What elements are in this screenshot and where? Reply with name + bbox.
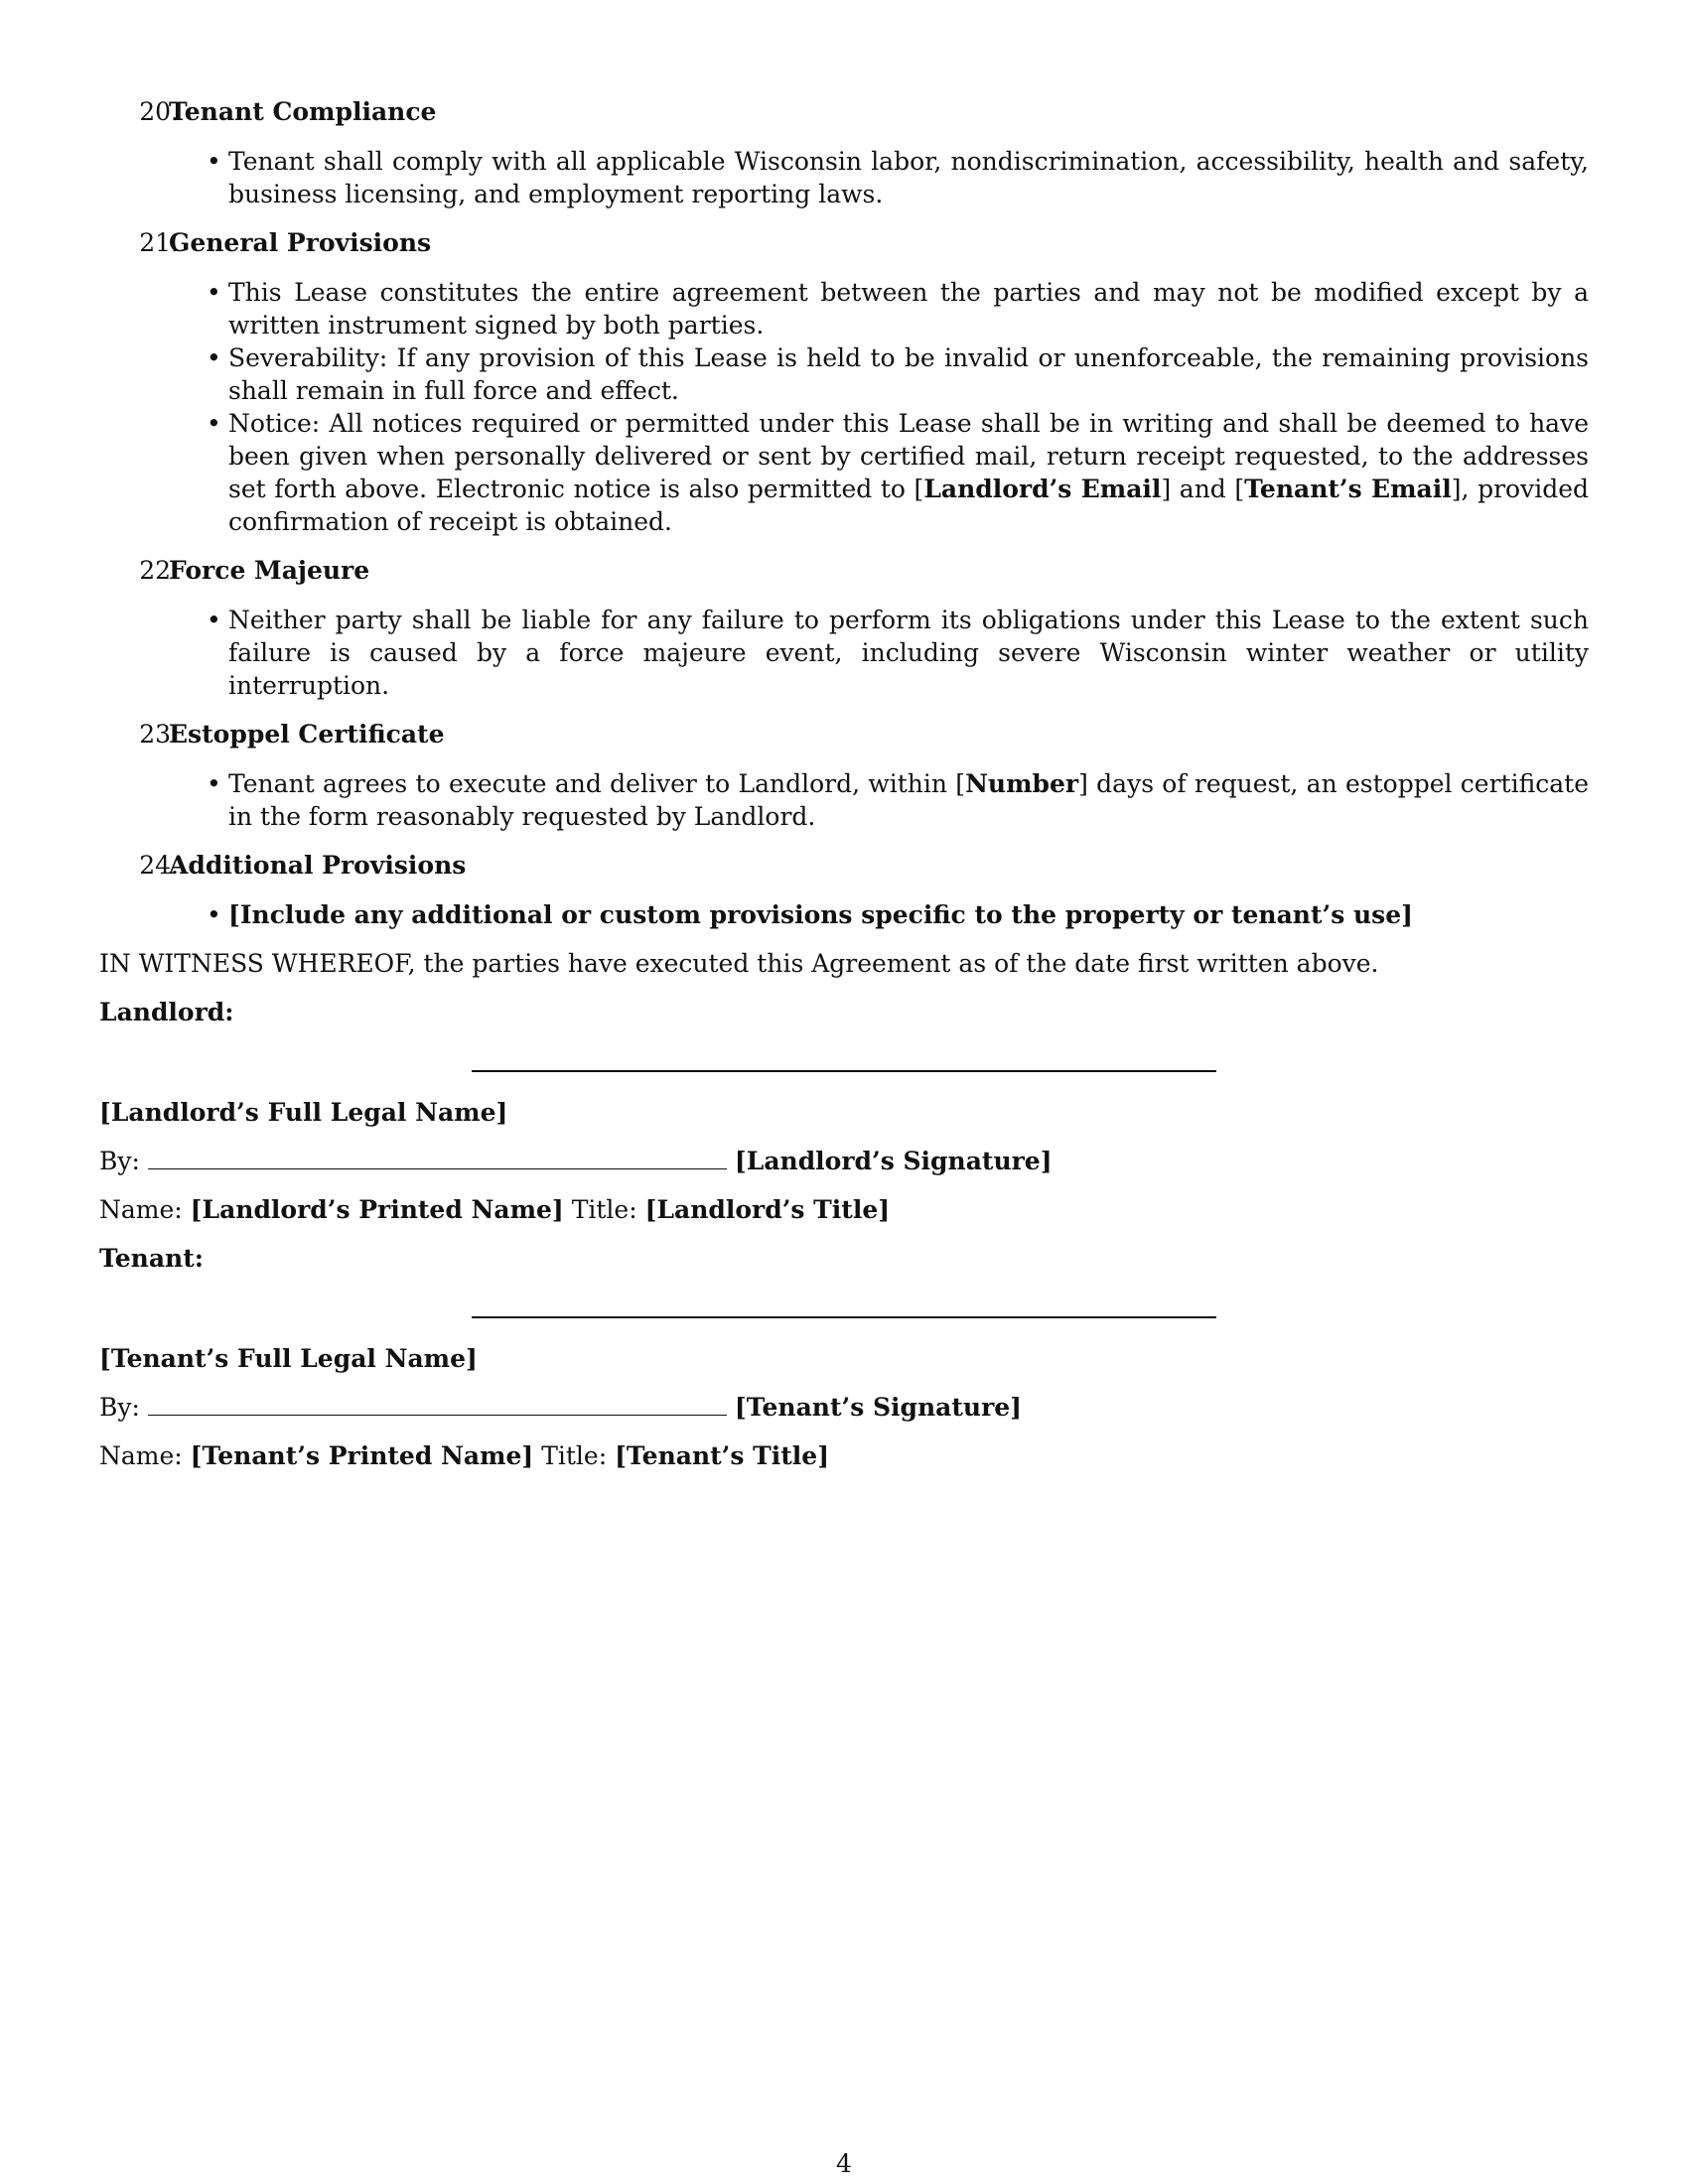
- page-content: [99, 95, 1589, 1472]
- tenant-signature-blank[interactable]: [148, 1393, 727, 1416]
- notice-text: Notice: All notices required or permitted under this Lease shall be in writing and shall be deemed to have been given when personally delivered or sent by certified mail, return receipt requested, to the addresses set forth above. Electronic notice is also permitted to [: [228, 409, 1589, 503]
- section-number: 21.: [139, 228, 179, 257]
- landlord-name-line: [99, 1193, 1589, 1226]
- landlord-full-name: [Landlord’s Full Legal Name]: [99, 1098, 508, 1127]
- section-number: 22.: [139, 556, 179, 585]
- landlord-by-line: [99, 1145, 1589, 1177]
- list-item-notice: [228, 407, 1589, 538]
- section-force-majeure: [99, 554, 1589, 702]
- section-tenant-compliance: [99, 95, 1589, 210]
- landlord-signature-line: [472, 1070, 1216, 1072]
- notice-text: ], provided confirmation of receipt is obtained.: [228, 475, 1589, 536]
- tenant-signature-line: [472, 1316, 1216, 1318]
- number-placeholder: Number: [965, 769, 1079, 798]
- tenant-name-line: [99, 1439, 1589, 1472]
- tenant-label: Tenant:: [99, 1244, 204, 1273]
- landlord-title: [Landlord’s Title]: [644, 1195, 891, 1224]
- list-item: [228, 898, 1589, 931]
- bullet-list: [99, 276, 1589, 538]
- section-estoppel-certificate: [99, 718, 1589, 833]
- name-label: Name:: [99, 1195, 183, 1224]
- tenant-by-line: [99, 1391, 1589, 1424]
- by-label: By:: [99, 1393, 140, 1422]
- landlord-printed-name: [Landlord’s Printed Name]: [190, 1195, 564, 1224]
- section-title: General Provisions: [169, 228, 432, 257]
- landlord-signature-blank[interactable]: [148, 1147, 727, 1169]
- tenant-signature-placeholder: [Tenant’s Signature]: [734, 1393, 1023, 1422]
- list-item: • Neither party shall be liable for any failure to perform its obligations under this Lease to the extent such failure is caused by a force majeure event, including severe Wisconsin winter weather or utility interruption.: [228, 604, 1589, 702]
- estoppel-text: ] days of request, an estoppel certificate in the form reasonably requested by Landlord.: [228, 769, 1589, 831]
- additional-provisions-placeholder: [Include any additional or custom provisions specific to the property or tenant’s use]: [228, 900, 1413, 929]
- landlord-email-placeholder: Landlord’s Email: [923, 475, 1162, 503]
- section-title: Tenant Compliance: [169, 97, 437, 126]
- tenant-email-placeholder: Tenant’s Email: [1244, 475, 1452, 503]
- section-number: 20.: [139, 97, 179, 126]
- witness-statement: IN WITNESS WHEREOF, the parties have executed this Agreement as of the date first written above.: [99, 949, 1379, 978]
- landlord-label: Landlord:: [99, 998, 234, 1026]
- section-number: 23.: [139, 720, 179, 749]
- section-additional-provisions: [99, 849, 1589, 931]
- list-item: • This Lease constitutes the entire agreement between the parties and may not be modified except by a written instrument signed by both parties.: [228, 276, 1589, 341]
- notice-text: ] and [: [1161, 475, 1245, 503]
- title-label: Title:: [541, 1441, 608, 1470]
- list-item: • Tenant shall comply with all applicable Wisconsin labor, nondiscrimination, accessibility, health and safety, business licensing, and employment reporting laws.: [228, 145, 1589, 210]
- section-general-provisions: [99, 226, 1589, 538]
- section-number: 24.: [139, 851, 179, 880]
- section-title: Additional Provisions: [169, 851, 467, 880]
- list-item: • Severability: If any provision of this Lease is held to be invalid or unenforceable, the remaining provisions shall remain in full force and effect.: [228, 341, 1589, 407]
- by-label: By:: [99, 1147, 140, 1175]
- bullet-list: [99, 604, 1589, 702]
- page-number: 4: [836, 2149, 852, 2178]
- section-title: Estoppel Certificate: [169, 720, 445, 749]
- list-item: [228, 767, 1589, 833]
- tenant-title: [Tenant’s Title]: [615, 1441, 830, 1470]
- section-title: Force Majeure: [169, 556, 370, 585]
- bullet-list: [99, 898, 1589, 931]
- tenant-printed-name: [Tenant’s Printed Name]: [190, 1441, 534, 1470]
- bullet-list: [99, 767, 1589, 833]
- bullet-list: [99, 145, 1589, 210]
- estoppel-text: Tenant agrees to execute and deliver to Landlord, within [: [228, 769, 966, 798]
- title-label: Title:: [571, 1195, 637, 1224]
- landlord-signature-placeholder: [Landlord’s Signature]: [734, 1147, 1053, 1175]
- tenant-full-name: [Tenant’s Full Legal Name]: [99, 1344, 478, 1373]
- name-label: Name:: [99, 1441, 183, 1470]
